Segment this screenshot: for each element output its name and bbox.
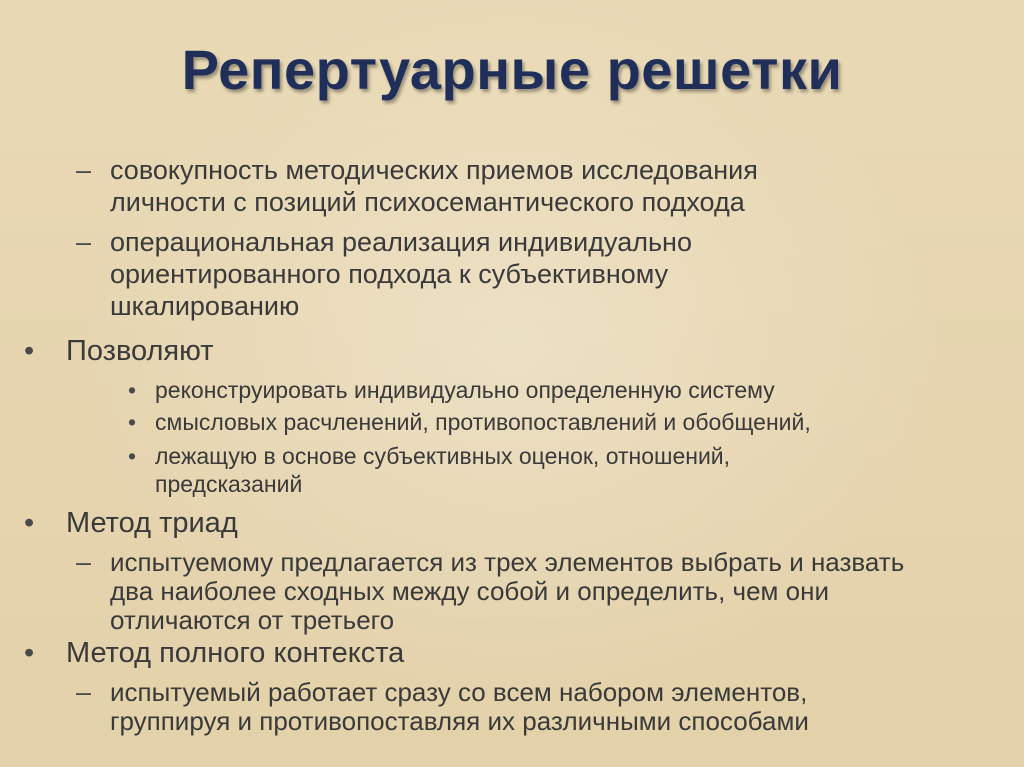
slide-title: Репертуарные решетки (181, 38, 843, 101)
sub-bullet-marker: • (128, 443, 137, 469)
item-line: лежащую в основе субъективных оценок, отношений, (155, 443, 731, 469)
bullet-label: Метод триад (66, 507, 238, 539)
dash-marker: – (76, 155, 92, 185)
item-line: испытуемый работает сразу со всем набором элементов, (110, 677, 808, 707)
item-line: совокупность методических приемов исследования (110, 155, 758, 185)
item-line: смысловых расчленений, противопоставлений и обобщений, (155, 409, 811, 435)
item-line: шкалированию (110, 291, 300, 321)
bullet-label: Метод полного контекста (66, 637, 405, 669)
item-line: операциональная реализация индивидуально (110, 227, 692, 257)
item-line: группируя и противопоставляя их различными способами (110, 706, 809, 736)
dash-marker: – (76, 547, 92, 577)
item-line: предсказаний (155, 471, 303, 497)
bullet-marker: • (24, 507, 35, 539)
item-line: личности с позиций психосемантического подхода (110, 187, 745, 217)
bullet-marker: • (24, 335, 35, 367)
sub-bullet-marker: • (128, 377, 137, 403)
item-line: ориентированного подхода к субъективному (110, 259, 669, 289)
dash-marker: – (76, 227, 92, 257)
sub-bullet-marker: • (128, 409, 137, 435)
item-line: испытуемому предлагается из трех элементов выбрать и назвать (110, 547, 905, 577)
dash-marker: – (76, 677, 92, 707)
bullet-label: Позволяют (66, 335, 214, 367)
item-line: два наиболее сходных между собой и определить, чем они (110, 576, 829, 606)
item-line: реконструировать индивидуально определенную систему (155, 377, 775, 403)
item-line: отличаются от третьего (110, 605, 395, 635)
bullet-marker: • (24, 637, 35, 669)
